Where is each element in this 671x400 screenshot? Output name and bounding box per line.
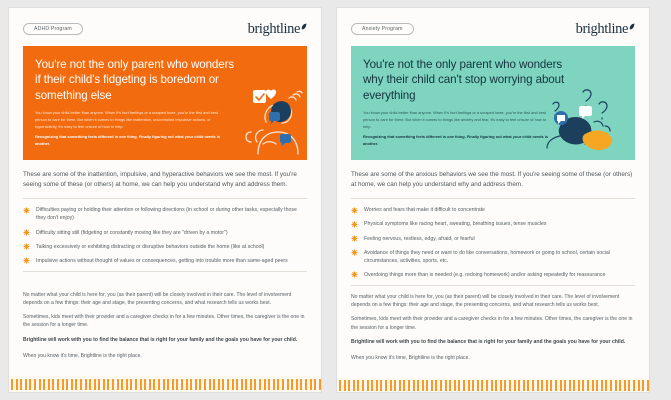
stripe-tick bbox=[186, 379, 188, 390]
stripe-tick bbox=[376, 380, 378, 391]
stripe-tick bbox=[66, 379, 68, 390]
stripe-tick bbox=[435, 380, 437, 391]
stripe-tick bbox=[268, 379, 270, 390]
stripe-tick bbox=[403, 380, 405, 391]
stripe-tick bbox=[167, 379, 169, 390]
asterisk-icon bbox=[351, 207, 358, 214]
stripe-tick bbox=[344, 380, 346, 391]
stripe-tick bbox=[291, 379, 293, 390]
involvement-paragraph: No matter what your child is here for, you (as their parent) will be closely involved in their care. The level of involvement depends on a few things: their age and stage, the presenting concerns, and what research tells us works best. bbox=[351, 293, 620, 309]
worried-child-illustration bbox=[539, 82, 631, 160]
stripe-tick bbox=[610, 380, 612, 391]
intro-paragraph: These are some of the inattention, impulsive, and hyperactive behaviors we see the most. If you're seeing some of these (or others) at home, we can help you understand why and address them. bbox=[23, 171, 297, 189]
list-item bbox=[351, 235, 635, 243]
asterisk-icon bbox=[23, 257, 30, 264]
stripe-tick bbox=[94, 379, 96, 390]
stripe-tick bbox=[564, 380, 566, 391]
stripe-tick bbox=[619, 380, 621, 391]
stripe-tick bbox=[300, 379, 302, 390]
stripe-tick bbox=[144, 379, 146, 390]
stripe-tick bbox=[495, 380, 497, 391]
stripe-tick bbox=[550, 380, 552, 391]
stripe-tick bbox=[25, 379, 27, 390]
hero-bold-paragraph: Recognizing that something feels different is one thing. Finally figuring out what your child needs is another. bbox=[363, 134, 549, 147]
session-paragraph: Sometimes, kids meet with their provider and a caregiver checks in for a few minutes. Other times, the caregiver is the one in the session for a longer time. bbox=[351, 316, 633, 331]
balance-paragraph: Brightline will work with you to find the balance that is right for your family and the goals you have for your child. bbox=[351, 338, 626, 345]
stripe-tick bbox=[569, 380, 571, 391]
stripe-tick bbox=[624, 380, 626, 391]
stripe-tick bbox=[527, 380, 529, 391]
stripe-tick bbox=[596, 380, 598, 391]
asterisk-icon bbox=[23, 229, 30, 236]
stripe-tick bbox=[348, 380, 350, 391]
stripe-tick bbox=[20, 379, 22, 390]
hero-title: You're not the only parent who wonders why their child can't stop worrying about everything bbox=[363, 58, 565, 102]
stripe-tick bbox=[98, 379, 100, 390]
stripe-tick bbox=[310, 379, 312, 390]
divider bbox=[351, 285, 635, 286]
leaf-icon bbox=[301, 23, 307, 30]
stripe-tick bbox=[500, 380, 502, 391]
page-adhd bbox=[9, 8, 321, 392]
stripe-tick bbox=[445, 380, 447, 391]
stripe-tick bbox=[16, 379, 18, 390]
involvement-paragraph: No matter what your child is here for, you (as their parent) will be closely involved in their care. The level of involvement depends on a few things: their age and stage, the presenting concerns, and what research tells us works best. bbox=[23, 291, 292, 306]
stripe-tick bbox=[80, 379, 82, 390]
list-item bbox=[23, 229, 307, 237]
stripe-tick bbox=[371, 380, 373, 391]
stripe-tick bbox=[426, 380, 428, 391]
logo-wordmark: brightline bbox=[247, 20, 300, 37]
list-item-text: Avoidance of things they need or want to do like conversations, homework or going to school, certain social circumstances, activities, sports, etc. bbox=[364, 249, 610, 264]
stripe-tick bbox=[380, 380, 382, 391]
behaviors-list bbox=[351, 206, 635, 284]
divider bbox=[351, 198, 635, 199]
stripe-tick bbox=[222, 379, 224, 390]
stripe-tick bbox=[117, 379, 119, 390]
stripe-tick bbox=[431, 380, 433, 391]
stripe-tick bbox=[149, 379, 151, 390]
stripe-tick bbox=[514, 380, 516, 391]
stripe-tick bbox=[413, 380, 415, 391]
stripe-tick bbox=[486, 380, 488, 391]
stripe-tick bbox=[254, 379, 256, 390]
list-item bbox=[351, 271, 635, 279]
stripe-tick bbox=[357, 380, 359, 391]
stripe-tick bbox=[34, 379, 36, 390]
intro-paragraph: These are some of the anxious behaviors we see the most. If you're seeing some of these (or others) at home, we can help you understand why and address them. bbox=[351, 171, 633, 189]
stripe-tick bbox=[353, 380, 355, 391]
page-header bbox=[23, 20, 307, 38]
closing-line: When you know it's time, Brightline is the right place. bbox=[351, 355, 470, 362]
brightline-logo bbox=[248, 22, 307, 37]
asterisk-icon bbox=[351, 221, 358, 228]
stripe-tick bbox=[541, 380, 543, 391]
stripe-tick bbox=[218, 379, 220, 390]
list-item-text: Feeling nervous, restless, edgy, afraid, or fearful bbox=[364, 235, 475, 242]
divider bbox=[23, 271, 307, 272]
stripe-tick bbox=[509, 380, 511, 391]
stripe-tick bbox=[458, 380, 460, 391]
list-item-text: Difficulties paying or holding their attention or following directions (in school or during other tasks, especially those they don't enjoy) bbox=[36, 207, 297, 222]
list-item bbox=[351, 220, 635, 228]
stripe-tick bbox=[199, 379, 201, 390]
stripe-tick bbox=[209, 379, 211, 390]
stripe-tick bbox=[130, 379, 132, 390]
footer-stripe bbox=[9, 376, 321, 392]
stripe-tick bbox=[112, 379, 114, 390]
stripe-tick bbox=[153, 379, 155, 390]
stripe-tick bbox=[75, 379, 77, 390]
stripe-tick bbox=[628, 380, 630, 391]
stripe-tick bbox=[601, 380, 603, 391]
stripe-tick bbox=[537, 380, 539, 391]
closing-section bbox=[23, 291, 307, 377]
brightline-logo bbox=[576, 22, 635, 37]
stripe-tick bbox=[190, 379, 192, 390]
hero-banner-adhd bbox=[23, 46, 307, 160]
list-item-text: Physical symptoms like racing heart, sweating, breathing issues, tense muscles bbox=[364, 221, 547, 228]
stripe-tick bbox=[259, 379, 261, 390]
stripe-tick bbox=[264, 379, 266, 390]
page-header bbox=[351, 20, 635, 38]
stripe-tick bbox=[385, 380, 387, 391]
stripe-tick bbox=[504, 380, 506, 391]
asterisk-icon bbox=[23, 243, 30, 250]
list-item-text: Overdoing things more than is needed (e.g. redoing homework) and/or asking repeatedly for reassurance bbox=[364, 271, 606, 278]
stripe-tick bbox=[587, 380, 589, 391]
behaviors-list bbox=[23, 206, 307, 270]
stripe-tick bbox=[273, 379, 275, 390]
stripe-tick bbox=[62, 379, 64, 390]
stripe-tick bbox=[236, 379, 238, 390]
stripe-tick bbox=[57, 379, 59, 390]
stripe-tick bbox=[582, 380, 584, 391]
stripe-tick bbox=[615, 380, 617, 391]
stripe-tick bbox=[52, 379, 54, 390]
stripe-tick bbox=[250, 379, 252, 390]
closing-section bbox=[351, 293, 635, 379]
stripe-tick bbox=[491, 380, 493, 391]
stripe-tick bbox=[422, 380, 424, 391]
stripe-tick bbox=[578, 380, 580, 391]
stripe-tick bbox=[367, 380, 369, 391]
stripe-tick bbox=[481, 380, 483, 391]
stripe-tick bbox=[43, 379, 45, 390]
balance-paragraph: Brightline will work with you to find the balance that is right for your family and the goals you have for your child. bbox=[23, 336, 298, 343]
stripe-tick bbox=[417, 380, 419, 391]
hero-body bbox=[35, 110, 221, 148]
stripe-tick bbox=[390, 380, 392, 391]
stripe-tick bbox=[305, 379, 307, 390]
stripe-tick bbox=[39, 379, 41, 390]
stripe-tick bbox=[71, 379, 73, 390]
stripe-tick bbox=[172, 379, 174, 390]
stripe-tick bbox=[181, 379, 183, 390]
stripe-tick bbox=[319, 379, 321, 390]
stripe-tick bbox=[523, 380, 525, 391]
list-item bbox=[23, 243, 307, 251]
stripe-tick bbox=[546, 380, 548, 391]
list-item bbox=[23, 206, 307, 222]
program-badge: Anxiety Program bbox=[351, 23, 414, 35]
stripe-tick bbox=[440, 380, 442, 391]
stripe-tick bbox=[195, 379, 197, 390]
stripe-tick bbox=[477, 380, 479, 391]
stripe-tick bbox=[468, 380, 470, 391]
list-item-text: Impulsive actions without thought of values or consequences, getting into trouble more than same-aged peers bbox=[36, 257, 288, 264]
stripe-tick bbox=[394, 380, 396, 391]
stripe-tick bbox=[642, 380, 644, 391]
stripe-tick bbox=[560, 380, 562, 391]
stripe-tick bbox=[362, 380, 364, 391]
stripe-tick bbox=[605, 380, 607, 391]
logo-wordmark: brightline bbox=[575, 20, 628, 37]
hero-title: You're not the only parent who wonders if their child's fidgeting is boredom or something else bbox=[35, 58, 235, 102]
stripe-tick bbox=[121, 379, 123, 390]
list-item bbox=[23, 257, 307, 265]
stripe-tick bbox=[277, 379, 279, 390]
list-item bbox=[351, 206, 635, 214]
stripe-tick bbox=[176, 379, 178, 390]
stripe-tick bbox=[158, 379, 160, 390]
stripe-tick bbox=[518, 380, 520, 391]
stripe-tick bbox=[126, 379, 128, 390]
stripe-tick bbox=[573, 380, 575, 391]
stripe-tick bbox=[245, 379, 247, 390]
stripe-tick bbox=[135, 379, 137, 390]
stripe-tick bbox=[103, 379, 105, 390]
leaf-icon bbox=[629, 23, 635, 30]
hero-banner-anxiety bbox=[351, 46, 635, 160]
stripe-tick bbox=[399, 380, 401, 391]
stripe-tick bbox=[314, 379, 316, 390]
list-item-text: Worries and fears that make it difficult to concentrate bbox=[364, 207, 485, 214]
stripe-tick bbox=[287, 379, 289, 390]
stripe-tick bbox=[638, 380, 640, 391]
asterisk-icon bbox=[351, 235, 358, 242]
stripe-tick bbox=[647, 380, 649, 391]
stripe-tick bbox=[408, 380, 410, 391]
stripe-tick bbox=[449, 380, 451, 391]
page-anxiety bbox=[337, 8, 649, 392]
hero-bold-paragraph: Recognizing that something feels different is one thing. Finally figuring out what your child needs is another. bbox=[35, 134, 221, 147]
stripe-tick bbox=[89, 379, 91, 390]
parent-child-illustration bbox=[211, 82, 303, 160]
stripe-tick bbox=[633, 380, 635, 391]
asterisk-icon bbox=[23, 207, 30, 214]
stripe-tick bbox=[227, 379, 229, 390]
list-item-text: Difficulty sitting still (fidgeting or constantly moving like they are "driven by a motor") bbox=[36, 229, 228, 236]
stripe-tick bbox=[532, 380, 534, 391]
hero-paragraph: You know your child better than anyone. When it's hurt feelings or a scraped knee, you're the first and best person to care for them. But when it comes to things like anxiety and fear, it's easy to feel unsure of how to help. bbox=[363, 109, 547, 129]
stripe-tick bbox=[339, 380, 341, 391]
hero-body bbox=[363, 110, 549, 148]
session-paragraph: Sometimes, kids meet with their provider and a caregiver checks in for a few minutes. Other times, the caregiver is the one in the session for a longer time. bbox=[23, 314, 305, 329]
stripe-tick bbox=[140, 379, 142, 390]
stripe-tick bbox=[592, 380, 594, 391]
stripe-tick bbox=[48, 379, 50, 390]
stripe-tick bbox=[163, 379, 165, 390]
stripe-tick bbox=[11, 379, 13, 390]
stripe-tick bbox=[282, 379, 284, 390]
stripe-tick bbox=[454, 380, 456, 391]
list-item bbox=[351, 249, 635, 265]
stripe-tick bbox=[241, 379, 243, 390]
stripe-tick bbox=[107, 379, 109, 390]
asterisk-icon bbox=[351, 249, 358, 256]
hero-paragraph: You know your child better than anyone. When it's hurt feelings or a scraped knee, you're the first and best person to care for them. But when it comes to things like inattention, uncontrolled impulsive actions, or hyperactivity, it's easy to feel unsure of how to help. bbox=[35, 109, 219, 129]
footer-stripe bbox=[337, 378, 649, 392]
divider bbox=[23, 198, 307, 199]
list-item-text: Talking excessively or exhibiting distracting or disruptive behaviors outside the home (like at school) bbox=[36, 243, 265, 250]
stripe-tick bbox=[463, 380, 465, 391]
asterisk-icon bbox=[351, 271, 358, 278]
program-badge: ADHD Program bbox=[23, 23, 83, 35]
stripe-tick bbox=[204, 379, 206, 390]
stripe-tick bbox=[29, 379, 31, 390]
stripe-tick bbox=[555, 380, 557, 391]
stripe-tick bbox=[472, 380, 474, 391]
stripe-tick bbox=[213, 379, 215, 390]
stripe-tick bbox=[85, 379, 87, 390]
closing-line: When you know it's time, Brightline is the right place. bbox=[23, 352, 142, 359]
stripe-tick bbox=[232, 379, 234, 390]
stripe-tick bbox=[296, 379, 298, 390]
